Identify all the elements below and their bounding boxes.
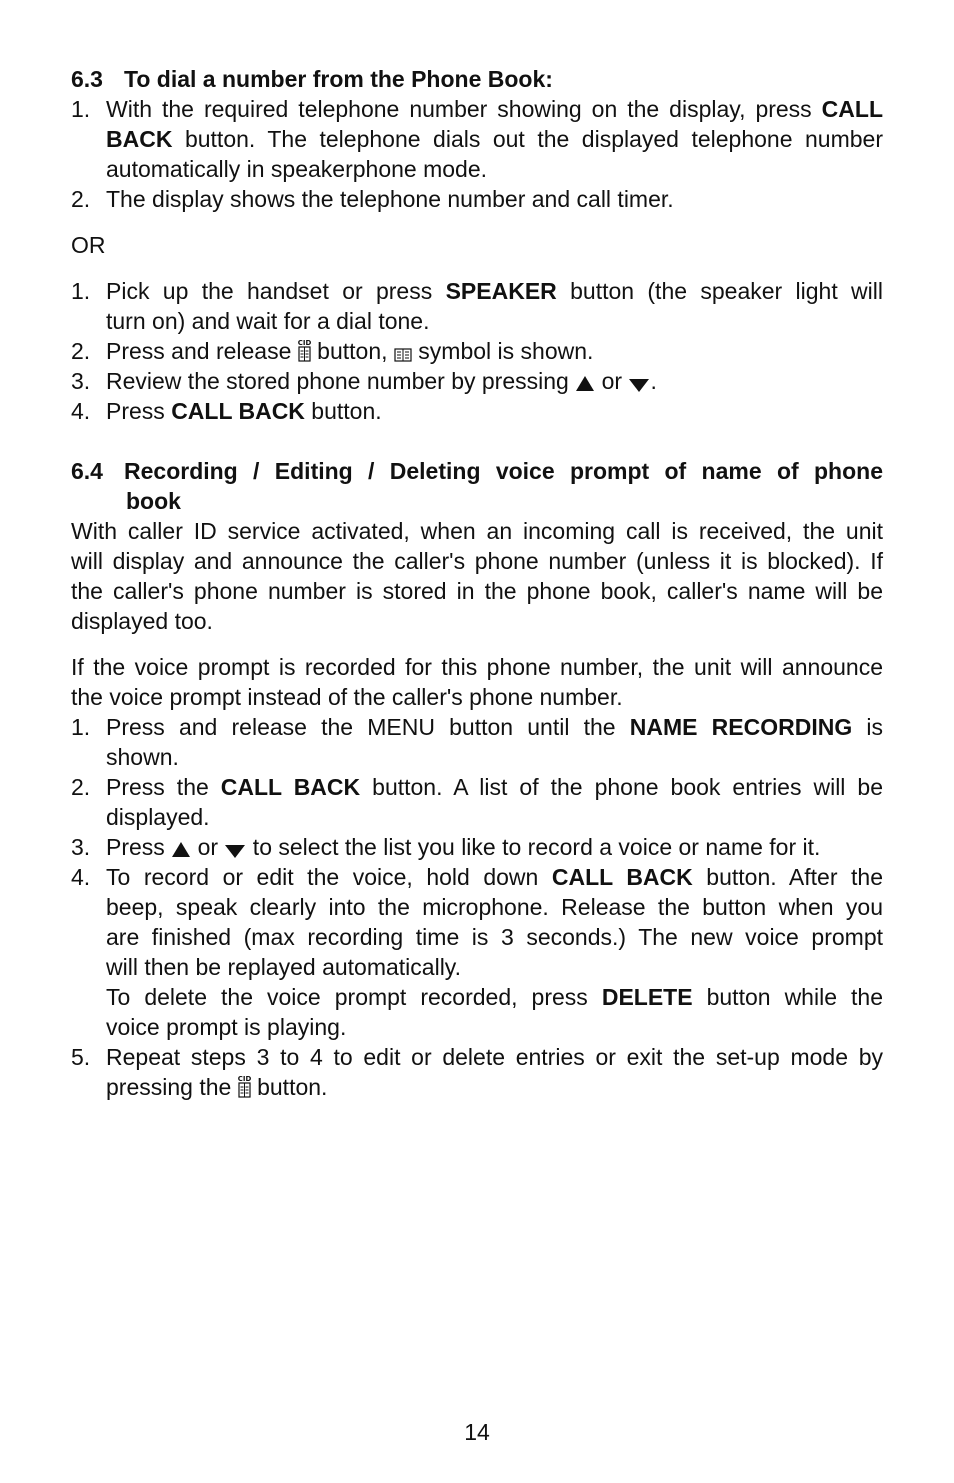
section-6-4-heading — [71, 456, 883, 486]
list-item-continuation: shown. — [106, 744, 179, 770]
svg-text:CID: CID — [237, 1075, 251, 1083]
list-item: 2. Press and release CID button, symbol is shown. — [71, 336, 883, 366]
up-arrow-icon — [575, 370, 595, 400]
or-separator: OR — [71, 232, 106, 258]
paragraph-line: With caller ID service activated, when an incoming call is received, the unit — [71, 518, 883, 544]
page-number: 14 — [464, 1419, 490, 1445]
list-item-continuation: are finished (max recording time is 3 seconds.) The new voice prompt — [106, 924, 883, 950]
list-item-continuation: displayed. — [106, 804, 210, 830]
list-item: 3. Review the stored phone number by pressing or . — [71, 366, 883, 396]
cid-phonebook-icon — [238, 1073, 251, 1106]
list-item-continuation: pressing the CID button. — [71, 1072, 883, 1102]
paragraph-line: displayed too. — [71, 608, 213, 634]
list-item-continuation: beep, speak clearly into the microphone. Release the button when you — [106, 894, 883, 920]
list-item-continuation: voice prompt is playing. — [106, 1014, 347, 1040]
list-item-continuation: automatically in speakerphone mode. — [106, 156, 488, 182]
list-item: 2. Press the CALL BACK button. A list of the phone book entries will be — [71, 774, 883, 800]
section-title: Recording / Editing / Deleting voice prompt of name of phone — [124, 458, 883, 484]
manual-page — [71, 64, 883, 1102]
section-number: 6.3 — [71, 66, 103, 92]
list-item-continuation: turn on) and wait for a dial tone. — [106, 308, 430, 334]
list-item: 2. The display shows the telephone number and call timer. — [71, 186, 674, 212]
paragraph-line: the caller's phone number is stored in the phone book, caller's name will be — [71, 578, 883, 604]
list-item: 1. Press and release the MENU button until the NAME RECORDING is — [71, 714, 883, 740]
down-arrow-icon — [628, 370, 650, 400]
list-item: 4. Press CALL BACK button. — [71, 398, 382, 424]
list-item-continuation: will then be replayed automatically. — [106, 954, 461, 980]
svg-text:CID: CID — [297, 339, 311, 347]
section-number: 6.4 — [71, 458, 103, 484]
paragraph-line: will display and announce the caller's phone number (unless it is blocked). If — [71, 548, 883, 574]
paragraph-line: If the voice prompt is recorded for this phone number, the unit will announce — [71, 654, 883, 680]
list-item-continuation: BACK button. The telephone dials out the displayed telephone number — [106, 126, 883, 152]
paragraph-line: the voice prompt instead of the caller's phone number. — [71, 684, 623, 710]
section-title-continuation: book — [126, 488, 181, 514]
list-item: 1. With the required telephone number showing on the display, press CALL — [71, 96, 883, 122]
list-item: 3. Press or to select the list you like to record a voice or name for it. — [71, 832, 883, 862]
section-title: To dial a number from the Phone Book: — [124, 66, 553, 92]
section-6-3-heading — [71, 64, 883, 94]
list-item: 4. To record or edit the voice, hold down CALL BACK button. After the — [71, 864, 883, 890]
list-item: 5. Repeat steps 3 to 4 to edit or delete entries or exit the set-up mode by — [71, 1044, 883, 1070]
list-item-continuation: To delete the voice prompt recorded, press DELETE button while the — [106, 984, 883, 1010]
list-item: 1. Pick up the handset or press SPEAKER button (the speaker light will — [71, 278, 883, 304]
